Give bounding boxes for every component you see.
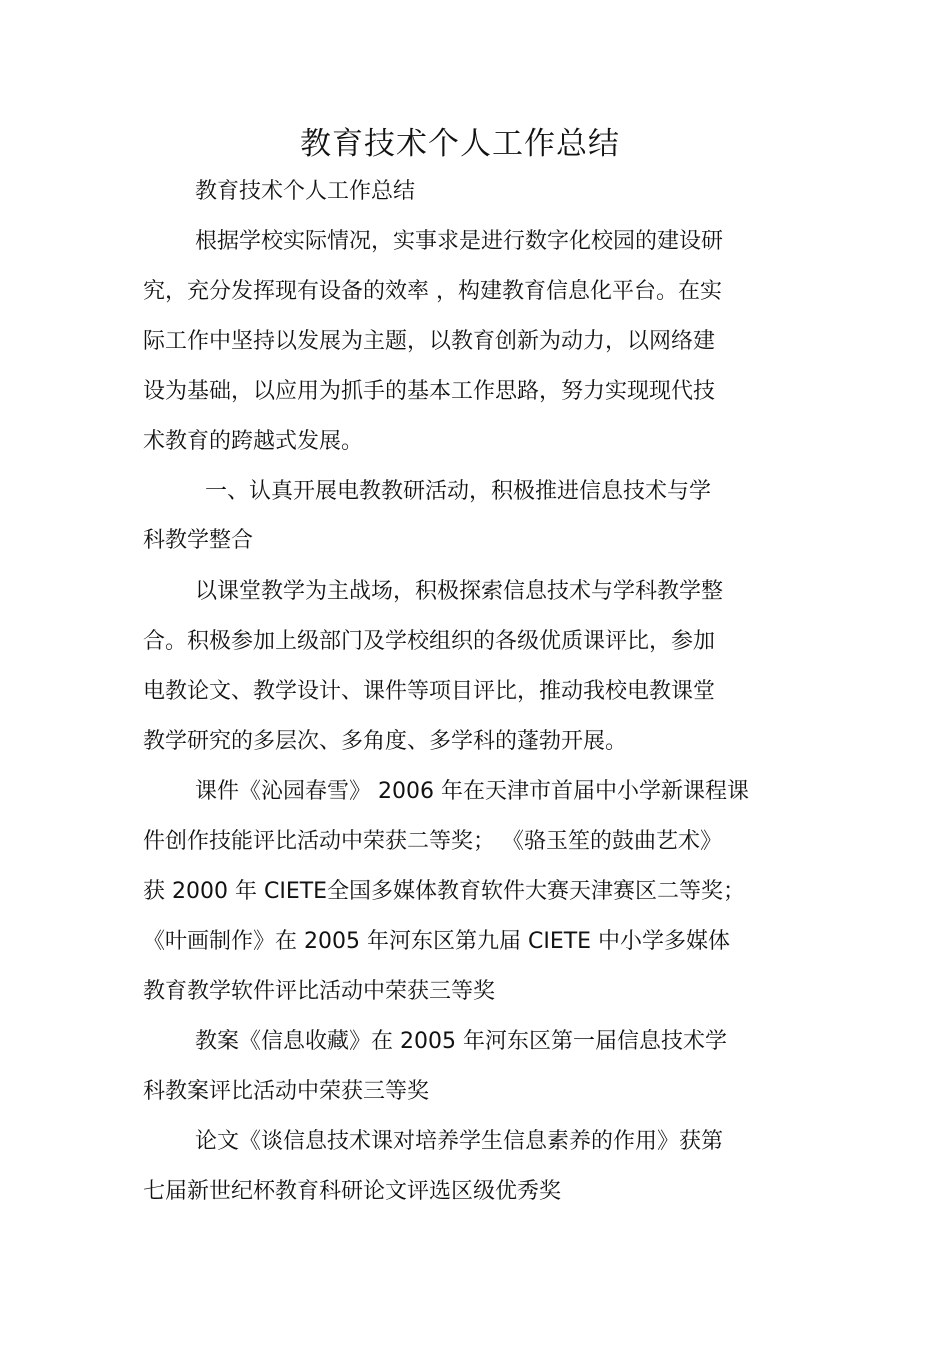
paragraph-line: 设为基础，以应用为抓手的基本工作思路，努力实现现代技: [143, 379, 716, 404]
award-line: 件创作技能评比活动中荣获二等奖； 《骆玉笙的鼓曲艺术》: [143, 829, 722, 854]
section-heading-line: 科教学整合: [143, 528, 254, 553]
paragraph-line: 以课堂教学为主战场，积极探索信息技术与学科教学整: [195, 579, 724, 604]
paragraph-line: 教学研究的多层次、多角度、多学科的蓬勃开展。: [143, 729, 628, 754]
award-line: 教案《信息收藏》在 2005 年河东区第一届信息技术学: [195, 1029, 727, 1054]
paragraph-line: 根据学校实际情况，实事求是进行数字化校园的建设研: [195, 229, 724, 254]
paragraph-line: 电教论文、教学设计、课件等项目评比，推动我校电教课堂: [143, 679, 716, 704]
award-line: 论文《谈信息技术课对培养学生信息素养的作用》获第: [195, 1129, 724, 1154]
award-line: 课件《沁园春雪》 2006 年在天津市首届中小学新课程课: [195, 779, 749, 804]
subtitle-line: 教育技术个人工作总结: [195, 179, 416, 204]
award-line: 七届新世纪杯教育科研论文评选区级优秀奖: [143, 1179, 562, 1204]
paragraph-line: 术教育的跨越式发展。: [143, 429, 364, 454]
award-line: 《叶画制作》在 2005 年河东区第九届 CIETE 中小学多媒体: [143, 929, 731, 954]
award-line: 获 2000 年 CIETE全国多媒体教育软件大赛天津赛区二等奖；: [143, 879, 746, 904]
award-line: 教育教学软件评比活动中荣获三等奖: [143, 979, 496, 1004]
paragraph-line: 际工作中坚持以发展为主题，以教育创新为动力，以网络建: [143, 329, 716, 354]
award-line: 科教案评比活动中荣获三等奖: [143, 1079, 430, 1104]
document-title: 教育技术个人工作总结: [300, 126, 620, 162]
section-heading-line: 一、认真开展电教教研活动，积极推进信息技术与学: [205, 479, 712, 504]
paragraph-line: 究，充分发挥现有设备的效率 ，构建教育信息化平台。在实: [143, 279, 722, 304]
paragraph-line: 合。积极参加上级部门及学校组织的各级优质课评比，参加: [143, 629, 716, 654]
